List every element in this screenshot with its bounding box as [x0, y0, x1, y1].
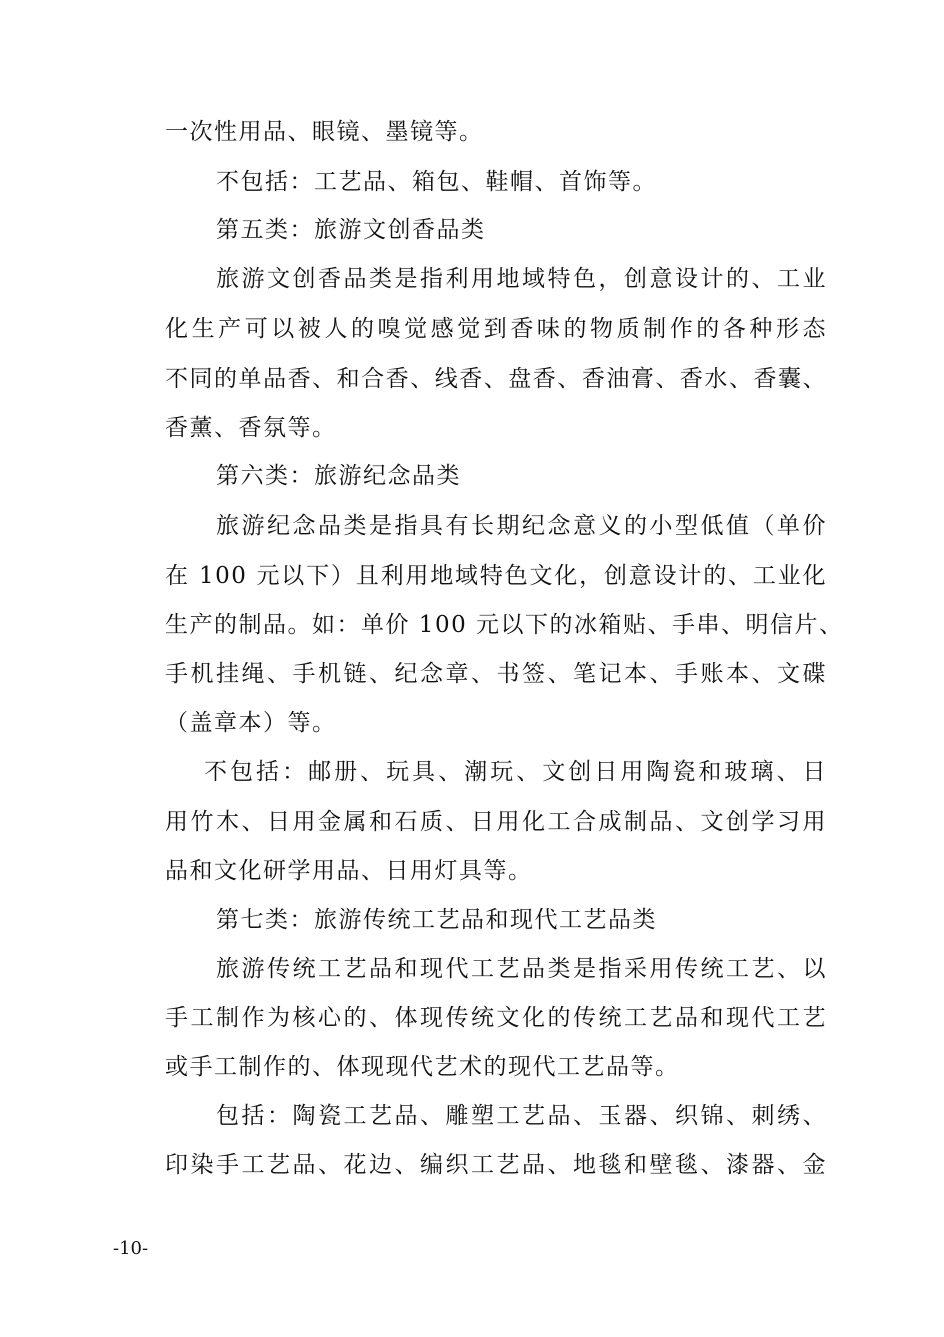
text-line: 旅游文创香品类是指利用地域特色，创意设计的、工业: [216, 266, 827, 292]
text-line: 不包括：工艺品、箱包、鞋帽、首饰等。: [216, 169, 657, 195]
text-line: 旅游传统工艺品和现代工艺品类是指采用传统工艺、以: [216, 956, 827, 982]
text-line: 手工制作为核心的、体现传统文化的传统工艺品和现代工艺: [165, 1005, 827, 1031]
text-line: 化生产可以被人的嗅觉感觉到香味的物质制作的各种形态: [165, 316, 827, 342]
text-line: 第七类：旅游传统工艺品和现代工艺品类: [216, 907, 657, 933]
page-number: -10-: [113, 1238, 149, 1259]
text-line: 旅游纪念品类是指具有长期纪念意义的小型低值（单价: [216, 513, 827, 539]
text-line: 或手工制作的、体现现代艺术的现代工艺品等。: [165, 1054, 680, 1080]
text-line: 一次性用品、眼镜、墨镜等。: [165, 119, 484, 145]
text-line: （盖章本）等。: [165, 710, 337, 736]
text-line: 第五类：旅游文创香品类: [216, 217, 486, 243]
text-line: 不同的单品香、和合香、线香、盘香、香油膏、香水、香囊、: [165, 366, 827, 392]
text-line: 在 100 元以下）且利用地域特色文化，创意设计的、工业化: [165, 563, 827, 589]
text-line: 用竹木、日用金属和石质、日用化工合成制品、文创学习用: [165, 809, 827, 835]
text-line: 品和文化研学用品、日用灯具等。: [165, 858, 533, 884]
text-line: 印染手工艺品、花边、编织工艺品、地毯和壁毯、漆器、金: [165, 1152, 827, 1178]
text-line: 香薰、香氛等。: [165, 415, 337, 441]
text-line: 不包括：邮册、玩具、潮玩、文创日用陶瓷和玻璃、日: [204, 759, 827, 785]
text-line: 生产的制品。如：单价 100 元以下的冰箱贴、手串、明信片、: [165, 612, 844, 638]
text-line: 第六类：旅游纪念品类: [216, 463, 461, 489]
text-line: 手机挂绳、手机链、纪念章、书签、笔记本、手账本、文碟: [165, 661, 827, 687]
text-line: 包括：陶瓷工艺品、雕塑工艺品、玉器、织锦、刺绣、: [216, 1103, 827, 1129]
